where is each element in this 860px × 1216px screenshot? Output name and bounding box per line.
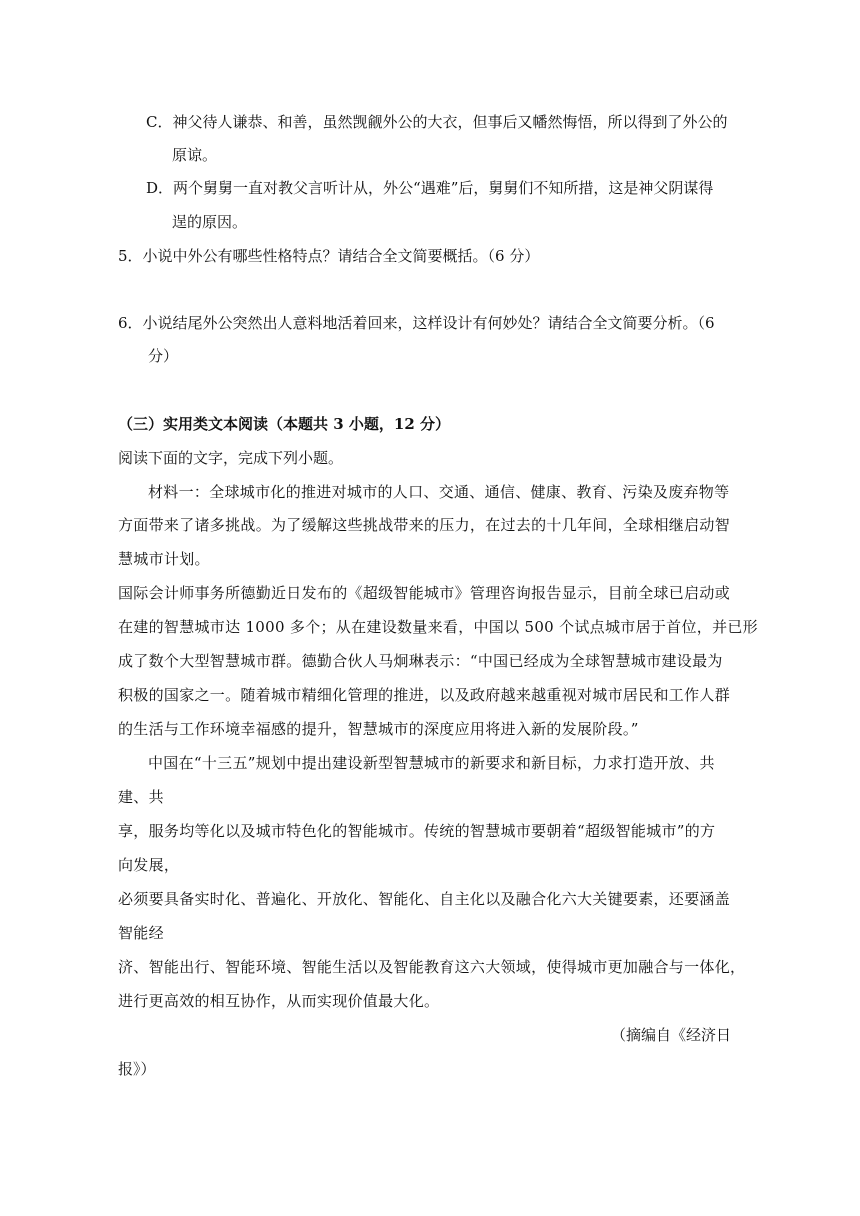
material-line: 享，服务均等化以及城市特色化的智能城市。传统的智慧城市要朝着“超级智能城市”的方 <box>118 822 716 840</box>
material-line: 向发展， <box>118 856 180 874</box>
material-line: 的生活与工作环境幸福感的提升，智慧城市的深度应用将进入新的发展阶段。” <box>118 720 639 738</box>
material-line: 济、智能出行、智能环境、智能生活以及智能教育这六大领域，使得城市更加融合与一体化， <box>118 958 746 976</box>
material-line: 成了数个大型智慧城市群。德勤合伙人马炯琳表示：“中国已经成为全球智慧城市建设最为 <box>118 652 723 670</box>
section-heading: （三）实用类文本阅读（本题共 3 小题，12 分） <box>118 415 450 433</box>
question-6-line2: 分） <box>148 347 179 365</box>
section-instruction: 阅读下面的文字，完成下列小题。 <box>118 449 344 467</box>
option-c-line1: C．神父待人谦恭、和善，虽然觊觎外公的大衣，但事后又幡然悔悟，所以得到了外公的 <box>146 113 728 131</box>
material-line: 方面带来了诸多挑战。为了缓解这些挑战带来的压力，在过去的十几年间，全球相继启动智 <box>118 516 731 534</box>
source-citation-line2: 报》） <box>118 1060 156 1078</box>
material-line: 智能经 <box>118 924 164 942</box>
option-d-line1: D．两个舅舅一直对教父言听计从，外公“遇难”后，舅舅们不知所措，这是神父阴谋得 <box>146 179 714 197</box>
material-line: 慧城市计划。 <box>118 550 210 568</box>
material-line: 国际会计师事务所德勤近日发布的《超级智能城市》管理咨询报告显示，目前全球已启动或 <box>118 584 731 602</box>
question-6-line1: 6．小说结尾外公突然出人意料地活着回来，这样设计有何妙处？请结合全文简要分析。（6 <box>118 314 715 332</box>
material-line: 积极的国家之一。随着城市精细化管理的推进，以及政府越来越重视对城市居民和工作人群 <box>118 686 731 704</box>
option-c-line2: 原谅。 <box>172 146 218 164</box>
question-5: 5．小说中外公有哪些性格特点？请结合全文简要概括。（6 分） <box>118 247 540 265</box>
material-line: 必须要具备实时化、普遍化、开放化、智能化、自主化以及融合化六大关键要素，还要涵盖 <box>118 890 731 908</box>
material-line: 材料一：全球城市化的推进对城市的人口、交通、通信、健康、教育、污染及废弃物等 <box>148 483 730 501</box>
material-line: 在建的智慧城市达 1000 多个；从在建设数量来看，中国以 500 个试点城市居于首位，并已形 <box>118 618 758 636</box>
material-line: 进行更高效的相互协作，从而实现价值最大化。 <box>118 992 440 1010</box>
material-line: 建、共 <box>118 788 164 806</box>
material-line: 中国在“十三五”规划中提出建设新型智慧城市的新要求和新目标，力求打造开放、共 <box>148 754 715 772</box>
option-d-line2: 逞的原因。 <box>172 213 248 231</box>
source-citation-line1: （摘编自《经济日 <box>611 1026 732 1044</box>
